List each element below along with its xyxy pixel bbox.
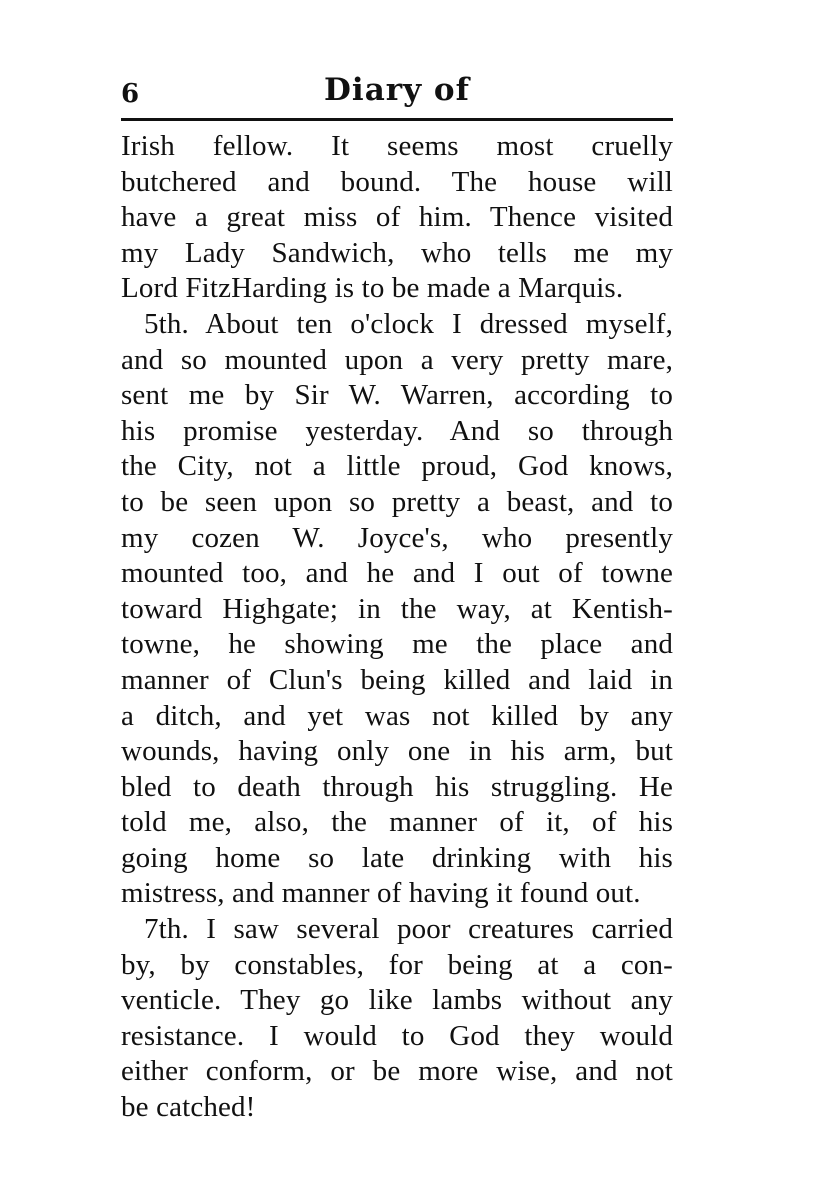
text-line: mistress, and manner of having it found out.	[121, 877, 641, 910]
paragraph-start-line: 5th. About ten o'clock I dressed myself,	[144, 307, 673, 340]
body-text	[121, 129, 673, 1126]
text-line: and so mounted upon a very pretty mare,	[121, 343, 673, 376]
text-line: either conform, or be more wise, and not	[121, 1055, 673, 1088]
text-line: his promise yesterday. And so through	[121, 414, 673, 447]
text-line: my Lady Sandwich, who tells me my	[121, 236, 673, 269]
paragraph-start-line: 7th. I saw several poor creatures carried	[144, 913, 673, 946]
running-head: Diary of	[324, 72, 470, 108]
text-line: toward Highgate; in the way, at Kentish-	[121, 592, 673, 625]
text-line: be catched!	[121, 1091, 256, 1124]
text-line: sent me by Sir W. Warren, according to	[121, 379, 673, 412]
text-line: manner of Clun's being killed and laid in	[121, 663, 673, 696]
text-line: a ditch, and yet was not killed by any	[121, 699, 673, 732]
text-line: by, by constables, for being at a con-	[121, 948, 673, 981]
text-line: Lord FitzHarding is to be made a Marquis.	[121, 272, 624, 305]
text-line: going home so late drinking with his	[121, 841, 673, 874]
text-line: resistance. I would to God they would	[121, 1019, 673, 1052]
page-header	[121, 74, 673, 120]
text-line: to be seen upon so pretty a beast, and to	[121, 485, 673, 518]
text-line: butchered and bound. The house will	[121, 165, 673, 198]
text-line: my cozen W. Joyce's, who presently	[121, 521, 673, 554]
text-line: mounted too, and he and I out of towne	[121, 557, 673, 590]
text-line: Irish fellow. It seems most cruelly	[121, 130, 673, 162]
text-line: venticle. They go like lambs without any	[121, 984, 673, 1017]
text-line: towne, he showing me the place and	[121, 628, 673, 661]
text-line: have a great miss of him. Thence visited	[121, 201, 673, 234]
book-page	[121, 74, 673, 1126]
text-line: wounds, having only one in his arm, but	[121, 735, 673, 768]
page-number: 6	[121, 79, 140, 109]
text-line: told me, also, the manner of it, of his	[121, 806, 673, 839]
text-line: bled to death through his struggling. He	[121, 770, 673, 803]
text-line: the City, not a little proud, God knows,	[121, 450, 673, 483]
